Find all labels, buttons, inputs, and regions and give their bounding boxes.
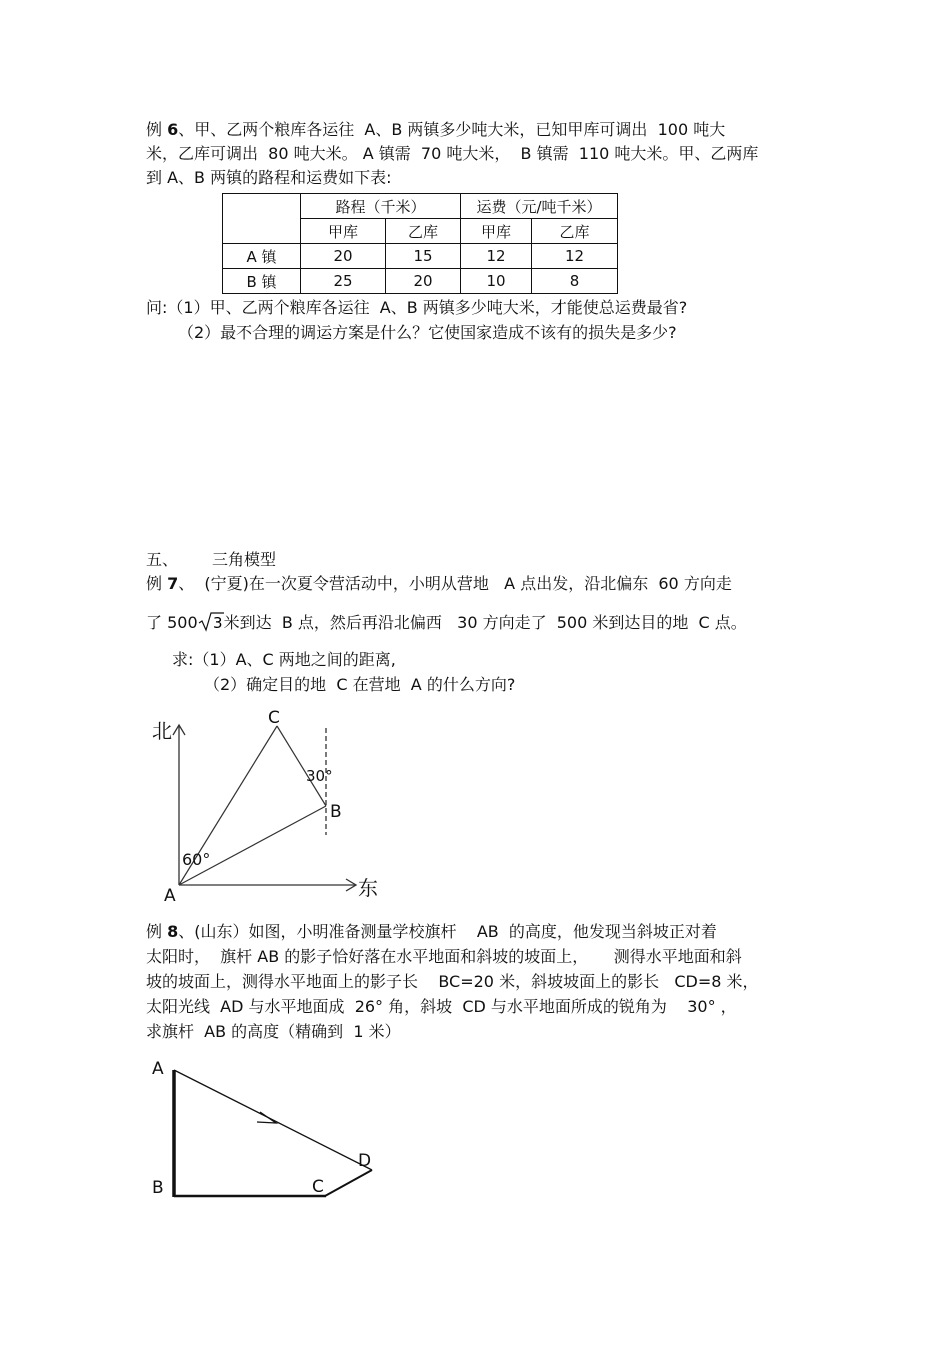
ex7-label: 例 xyxy=(146,574,163,593)
ex7-figure xyxy=(140,700,400,910)
ex8-line1-text: 、(山东）如图，小明准备测量学校旗杆 AB 的高度，他发现当斜坡正对着 xyxy=(178,922,717,941)
sqrt-expression xyxy=(198,611,224,633)
sqrt-sign-icon xyxy=(198,611,224,633)
angle-30-label: 30° xyxy=(306,767,333,785)
ex6-number: 6 xyxy=(167,120,179,139)
ex6-question-1: 问:（1）甲、乙两个粮库各运往 A、B 两镇多少吨大米，才能使总运费最省? xyxy=(146,298,688,317)
table-cell: 12 xyxy=(532,244,618,269)
ex7-line1-text: 、 (宁夏)在一次夏令营活动中，小明从营地 A 点出发，沿北偏东 60 方向走 xyxy=(178,574,732,593)
table-row xyxy=(223,269,618,294)
ex8-line4: 太阳光线 AD 与水平地面成 26° 角，斜坡 CD 与水平地面所成的锐角为 30° ， xyxy=(146,997,737,1016)
ex7-line2-a: 了 500 xyxy=(146,613,198,632)
ex8-label: 例 xyxy=(146,922,163,941)
point-a-label: A xyxy=(164,886,176,906)
ex8-figure xyxy=(140,1050,400,1210)
ex8-line2: 太阳时， 旗杆 AB 的影子恰好落在水平地面和斜坡的坡面上， 测得水平地面和斜 xyxy=(146,947,742,966)
table-head-cost: 运费（元/吨千米） xyxy=(461,194,618,219)
ex6-label: 例 xyxy=(146,120,163,139)
table-sub-head: 乙库 xyxy=(386,219,461,244)
ex6-line1-text: 、甲、乙两个粮库各运往 A、B 两镇多少吨大米，已知甲库可调出 100 吨大 xyxy=(178,120,726,139)
point-c-label: C xyxy=(268,708,280,728)
point-d-label: D xyxy=(358,1151,372,1171)
table-cell: 8 xyxy=(532,269,618,294)
angle-60-label: 60° xyxy=(182,850,211,869)
ex7-question-intro: 求:（1）A、C 两地之间的距离, xyxy=(172,650,396,669)
ex8-number: 8 xyxy=(167,922,179,941)
segment-ab xyxy=(179,806,326,885)
point-b-label: B xyxy=(152,1178,164,1198)
point-c-label: C xyxy=(312,1177,324,1197)
ex6-question-2: （2）最不合理的调运方案是什么？它使国家造成不该有的损失是多少? xyxy=(178,323,677,342)
ex8-line1 xyxy=(146,922,717,942)
table-row xyxy=(223,244,618,269)
table-corner-cell xyxy=(223,194,301,244)
table-sub-head: 乙库 xyxy=(532,219,618,244)
table-cell: 20 xyxy=(386,269,461,294)
label-east: 东 xyxy=(358,876,378,900)
sqrt-argument: 3 xyxy=(212,614,223,632)
table-sub-head: 甲库 xyxy=(461,219,532,244)
route-cost-table xyxy=(222,193,618,294)
slope-cd xyxy=(325,1170,372,1196)
ex7-line2 xyxy=(146,611,747,633)
table-row-town: A 镇 xyxy=(223,244,301,269)
ex6-line3: 到 A、B 两镇的路程和运费如下表: xyxy=(146,168,392,187)
ex8-line3: 坡的坡面上，测得水平地面上的影子长 BC=20 米，斜坡坡面上的影长 CD=8 米， xyxy=(146,972,759,991)
table-cell: 15 xyxy=(386,244,461,269)
point-a-label: A xyxy=(152,1059,164,1079)
table-row-town: B 镇 xyxy=(223,269,301,294)
table-cell: 20 xyxy=(301,244,386,269)
table-cell: 12 xyxy=(461,244,532,269)
section-title: 三角模型 xyxy=(212,550,277,569)
ex8-line5: 求旗杆 AB 的高度（精确到 1 米） xyxy=(146,1022,401,1041)
ex7-line2-b: 米到达 B 点，然后再沿北偏西 30 方向走了 500 米到达目的地 C 点。 xyxy=(223,613,747,632)
label-north: 北 xyxy=(152,719,172,743)
ex7-question-2: （2）确定目的地 C 在营地 A 的什么方向? xyxy=(204,675,516,694)
table-head-distance: 路程（千米） xyxy=(301,194,461,219)
segment-cb xyxy=(277,726,326,806)
ex7-number: 7 xyxy=(167,574,179,593)
table-cell: 25 xyxy=(301,269,386,294)
ex7-line1 xyxy=(146,574,732,594)
ex6-line2: 米，乙库可调出 80 吨大米。 A 镇需 70 吨大米， B 镇需 110 吨大米。甲、乙两库 xyxy=(146,144,759,163)
section-number: 五、 xyxy=(146,550,179,569)
table-sub-head: 甲库 xyxy=(301,219,386,244)
ex6-line1 xyxy=(146,120,725,140)
table-cell: 10 xyxy=(461,269,532,294)
sun-ray-ad xyxy=(174,1070,372,1170)
point-b-label: B xyxy=(330,802,342,822)
